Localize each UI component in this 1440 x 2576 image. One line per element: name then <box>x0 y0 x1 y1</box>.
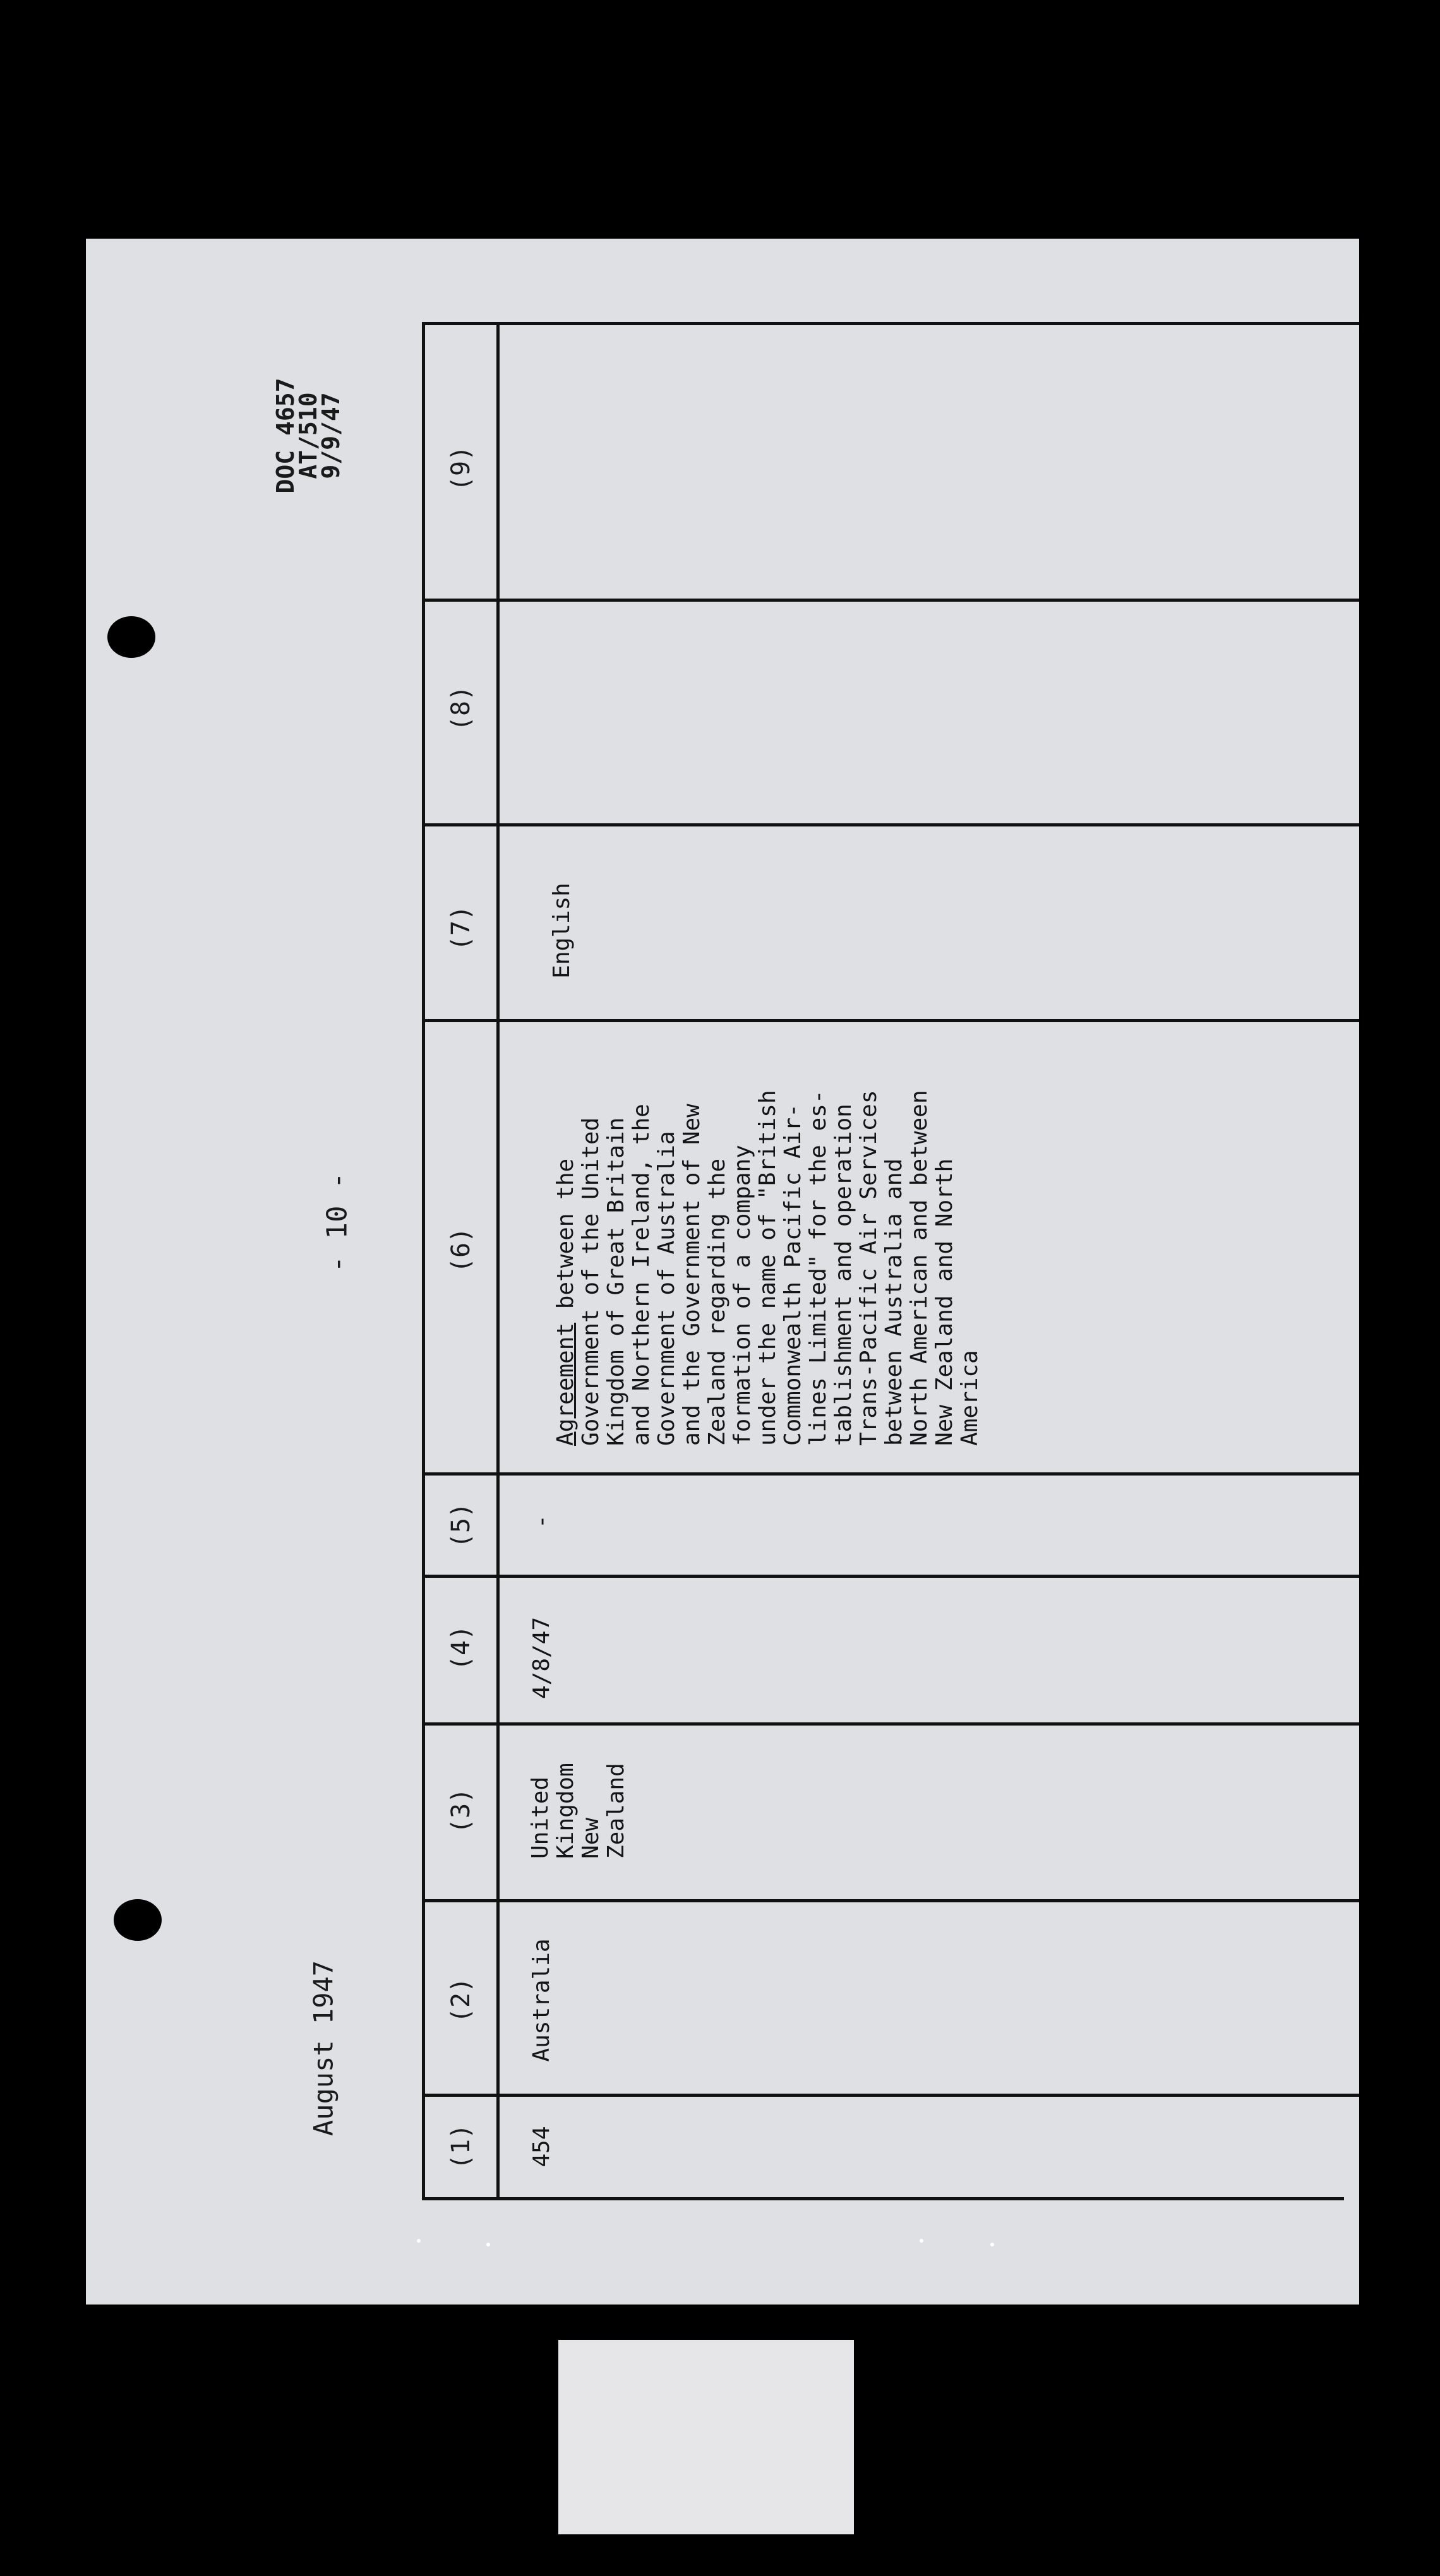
title-line-3: Kingdom of Great Britain <box>603 1117 629 1446</box>
title-line-1 <box>553 1090 579 1446</box>
title-line-1-rest: between the <box>553 1158 579 1323</box>
table-rule-0-1 <box>422 2094 1359 2097</box>
column-header-5: (5) <box>447 1502 476 1549</box>
title-line-8: formation of a company <box>729 1145 755 1446</box>
table-header-divider <box>496 322 500 2200</box>
cell-number: 454 <box>529 2126 555 2168</box>
cell-country: Australia <box>529 1938 555 2062</box>
speck <box>990 2243 994 2246</box>
column-header-4: (4) <box>447 1625 476 1671</box>
stamp-doc-number: DOC 4657 <box>272 378 299 494</box>
speck <box>920 2239 923 2243</box>
table-rule-1-2 <box>422 1899 1359 1902</box>
title-line-12: tablishment and operation <box>831 1104 856 1446</box>
cell-col5: - <box>529 1515 555 1529</box>
document-stamp <box>272 366 380 505</box>
cell-date: 4/8/47 <box>529 1616 555 1700</box>
title-line-2: Government of the United <box>578 1117 604 1446</box>
speck <box>417 2239 421 2243</box>
date-label: August 1947 <box>308 1960 339 2137</box>
column-header-7: (7) <box>447 905 476 951</box>
table-rule-4-5 <box>422 1472 1359 1476</box>
stamp-date: 9/9/47 <box>317 392 345 479</box>
title-line-16: New Zealand and North <box>932 1158 957 1446</box>
title-line-5: Government of Australia <box>654 1131 680 1446</box>
cell-language: English <box>549 883 575 979</box>
table-rule-7-8 <box>422 599 1359 602</box>
column-header-9: (9) <box>447 445 476 492</box>
table-rule-5-6 <box>422 1019 1359 1022</box>
parties-line-2: Kingdom <box>553 1763 579 1859</box>
column-header-3: (3) <box>447 1787 476 1834</box>
parties-line-4: Zealand <box>603 1763 629 1859</box>
title-line-9: under the name of "British <box>755 1090 781 1446</box>
stamp-reference: AT/510 <box>294 392 322 479</box>
punch-hole-top <box>107 616 155 658</box>
title-line-13: Trans-Pacific Air Services <box>856 1090 882 1446</box>
title-line-11: lines Limited" for the es- <box>805 1090 831 1446</box>
cell-parties <box>528 1763 629 1859</box>
title-line-7: Zealand regarding the <box>704 1158 730 1446</box>
table-border-top <box>422 322 1359 325</box>
table-border-left <box>422 322 425 2200</box>
column-header-8: (8) <box>447 685 476 732</box>
punch-hole-bottom <box>114 1899 162 1941</box>
page-number: - 10 - <box>321 1172 354 1273</box>
title-line-6: and the Government of New <box>679 1104 705 1446</box>
table-rule-3-4 <box>422 1575 1359 1578</box>
column-header-2: (2) <box>447 1977 476 2024</box>
parties-line-1: United <box>527 1776 553 1859</box>
blank-card <box>558 2340 854 2534</box>
column-header-1: (1) <box>447 2123 476 2170</box>
parties-line-3: New <box>578 1817 604 1859</box>
title-line-4: and Northern Ireland, the <box>628 1104 654 1446</box>
title-line-15: North American and between <box>906 1090 932 1446</box>
title-line-17: America <box>957 1350 983 1446</box>
table-rule-2-3 <box>422 1722 1359 1726</box>
title-line-10: Commonwealth Pacific Air- <box>780 1104 806 1446</box>
table-rule-6-7 <box>422 823 1359 826</box>
table-border-bottom <box>422 2197 1344 2200</box>
title-underlined-word: Agreement <box>553 1322 579 1446</box>
cell-agreement-title <box>553 1090 983 1446</box>
speck <box>486 2243 490 2246</box>
title-line-14: between Australia and <box>881 1158 907 1446</box>
column-header-6: (6) <box>447 1227 476 1273</box>
